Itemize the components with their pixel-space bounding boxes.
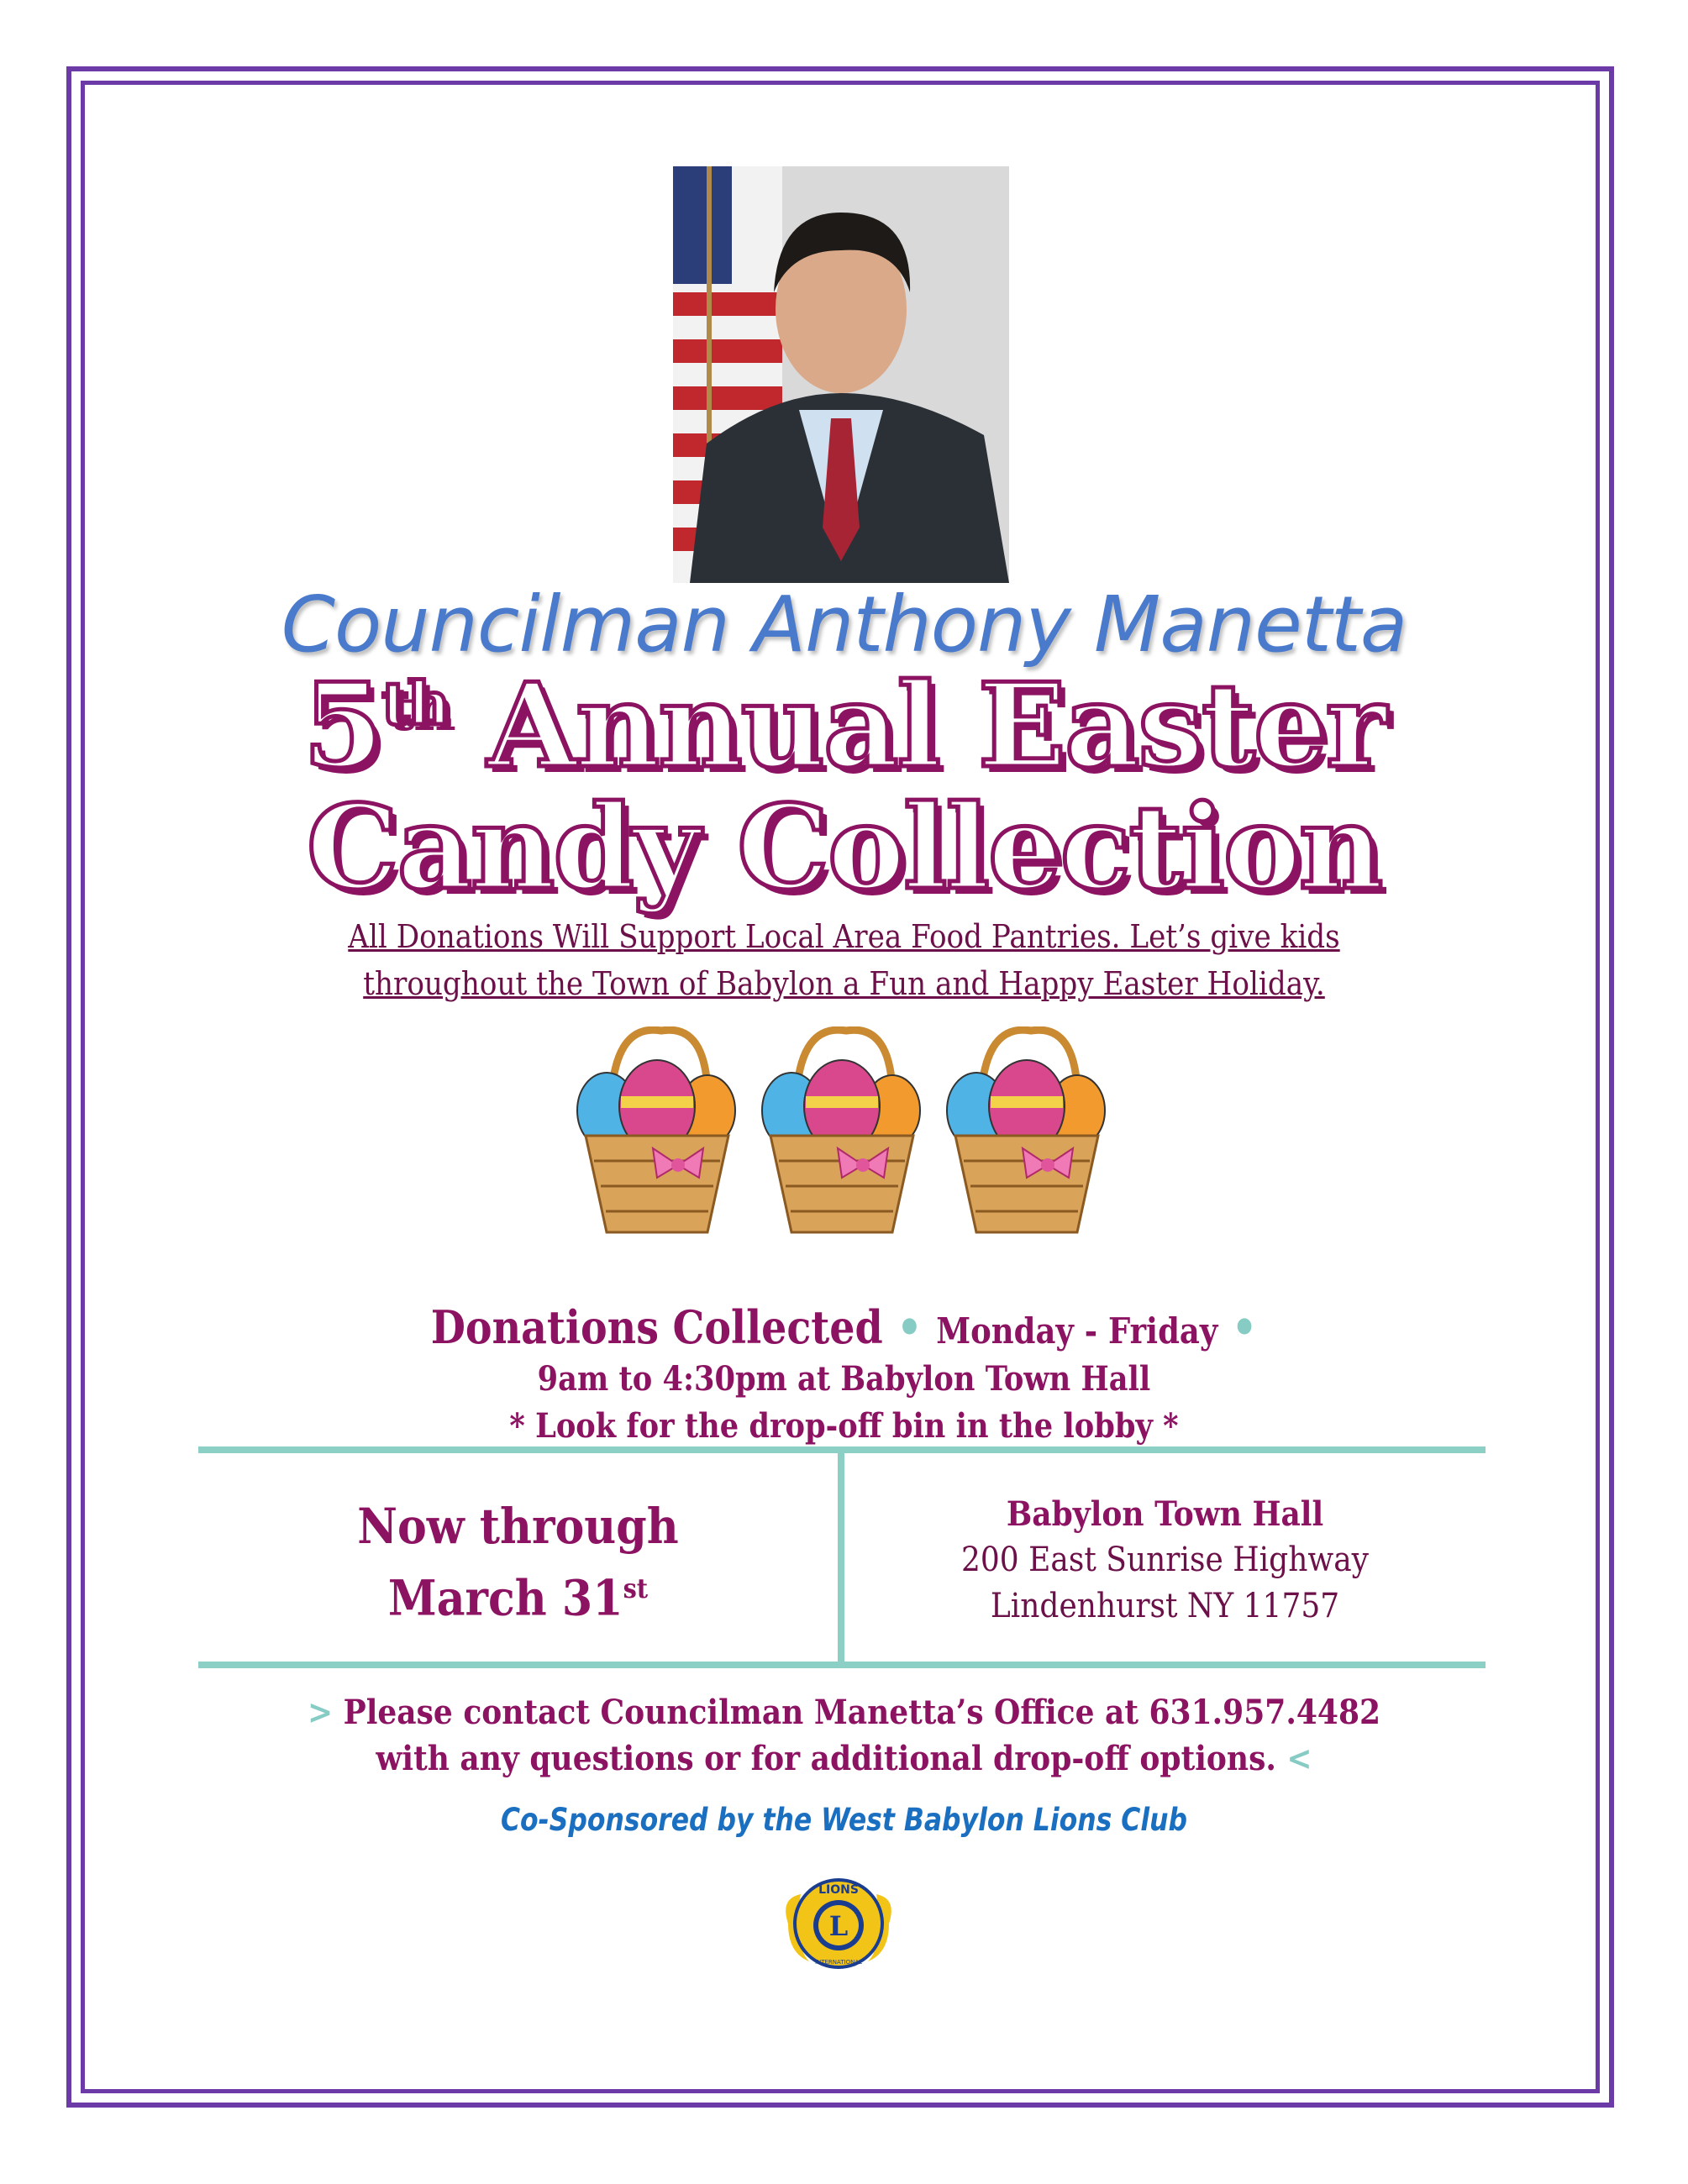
title-rest: Annual Easter [486, 657, 1386, 794]
close-arrow: < [1286, 1739, 1312, 1778]
contact-line1 [84, 1693, 1603, 1732]
title-ordinal-suffix: th [381, 669, 449, 738]
event-title-line2: Candy Collection [306, 779, 1382, 916]
dates-line2 [230, 1557, 806, 1629]
collection-days: Monday - Friday [936, 1310, 1218, 1352]
lions-club-logo [780, 1865, 897, 1982]
easter-baskets-illustration [569, 1026, 1111, 1236]
contact-text1: Please contact Councilman Manetta’s Office at 631.957.4482 [343, 1693, 1381, 1732]
sponsor-line: Co-Sponsored by the West Babylon Lions Club [500, 1802, 1188, 1838]
intro-line1: All Donations Will Support Local Area Food Pantries. Let’s give kids [348, 918, 1340, 955]
open-arrow: > [307, 1693, 334, 1732]
svg-text:INTERNATIONAL: INTERNATIONAL [814, 1959, 863, 1966]
address-street: 200 East Sunrise Highway [960, 1541, 1370, 1579]
svg-text:L: L [828, 1910, 849, 1942]
collection-hours: 9am to 4:30pm at Babylon Town Hall [537, 1359, 1151, 1399]
collection-dates [230, 1495, 806, 1629]
end-date: March 31 [387, 1569, 623, 1627]
address-name: Babylon Town Hall [1006, 1494, 1324, 1534]
donations-heading: Donations Collected [430, 1300, 883, 1354]
contact-text2: with any questions or for additional drop-off options. [376, 1739, 1276, 1778]
title-number: 5 [302, 657, 382, 794]
drop-off-note: * Look for the drop-off bin in the lobby * [509, 1406, 1179, 1446]
donations-heading-line [102, 1300, 1587, 1354]
contact-line2 [84, 1739, 1603, 1778]
bullet-separator: • [897, 1300, 923, 1354]
address-city: Lindenhurst NY 11757 [990, 1587, 1340, 1625]
svg-text:LIONS: LIONS [818, 1883, 859, 1897]
bullet-separator: • [1231, 1300, 1258, 1354]
dates-line1: Now through [357, 1498, 679, 1555]
councilman-photo [673, 166, 1009, 583]
divider-bottom [198, 1662, 1486, 1668]
divider-vertical [838, 1450, 844, 1668]
date-suffix: st [623, 1572, 649, 1604]
event-title-line1 [0, 657, 1688, 794]
councilman-name: Councilman Anthony Manetta [281, 580, 1407, 669]
address-block [876, 1491, 1454, 1630]
intro-line2: throughout the Town of Babylon a Fun and Happy Easter Holiday. [363, 965, 1325, 1002]
